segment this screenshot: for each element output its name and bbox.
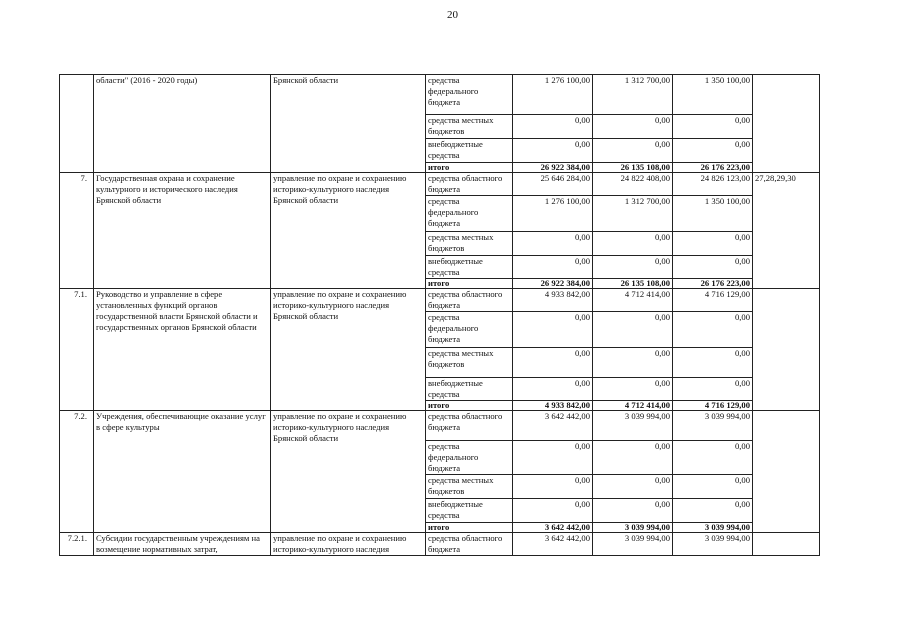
amount-2018: 0,00: [513, 232, 593, 256]
amount-2019: 0,00: [593, 475, 673, 499]
item-name: области" (2016 - 2020 годы): [94, 75, 271, 173]
amount-2019: 0,00: [593, 139, 673, 163]
item-name: Государственная охрана и сохранение культурного и исторического наследия Брянской области: [94, 173, 271, 289]
table-row: [60, 411, 820, 441]
item-name: Учреждения, обеспечивающие оказание услуг в сфере культуры: [94, 411, 271, 533]
amount-2018: 0,00: [513, 499, 593, 523]
funding-source: итого: [426, 163, 513, 173]
funding-source: внебюджетные средства: [426, 499, 513, 523]
page-number: 20: [447, 9, 458, 21]
amount-2019: 24 822 408,00: [593, 173, 673, 196]
amount-2019: 1 312 700,00: [593, 75, 673, 115]
amount-2019: 0,00: [593, 378, 673, 401]
amount-2020: 0,00: [673, 499, 753, 523]
table-row: [60, 533, 820, 556]
amount-2020: 4 716 129,00: [673, 289, 753, 312]
item-executor: управление по охране и сохранению историко-культурного наследия Брянской области: [271, 411, 426, 533]
table-row: [60, 173, 820, 196]
table-body: [60, 75, 820, 556]
funding-source: средства федерального бюджета: [426, 75, 513, 115]
amount-2020: 3 039 994,00: [673, 533, 753, 556]
amount-2018: 0,00: [513, 256, 593, 279]
amount-2020: 0,00: [673, 232, 753, 256]
amount-2018: 0,00: [513, 475, 593, 499]
item-name: Руководство и управление в сфере установленных функций органов государственной власти Брянской области и государственных органов Брянской области: [94, 289, 271, 411]
amount-2019: 3 039 994,00: [593, 523, 673, 533]
funding-source: средства областного бюджета: [426, 173, 513, 196]
indicator-refs: 27,28,29,30: [753, 173, 820, 289]
amount-2020: 26 176 223,00: [673, 279, 753, 289]
indicator-refs: [753, 75, 820, 173]
funding-source: средства областного бюджета: [426, 411, 513, 441]
amount-2019: 0,00: [593, 348, 673, 378]
amount-2019: 4 712 414,00: [593, 401, 673, 411]
amount-2019: 4 712 414,00: [593, 289, 673, 312]
funding-source: средства местных бюджетов: [426, 115, 513, 139]
amount-2018: 3 642 442,00: [513, 533, 593, 556]
amount-2019: 0,00: [593, 115, 673, 139]
amount-2018: 3 642 442,00: [513, 523, 593, 533]
amount-2019: 3 039 994,00: [593, 411, 673, 441]
funding-source: средства местных бюджетов: [426, 475, 513, 499]
budget-table: [59, 74, 820, 556]
amount-2019: 26 135 108,00: [593, 163, 673, 173]
amount-2018: 0,00: [513, 115, 593, 139]
item-executor: управление по охране и сохранению историко-культурного наследия: [271, 533, 426, 556]
amount-2018: 26 922 384,00: [513, 279, 593, 289]
amount-2019: 0,00: [593, 232, 673, 256]
funding-source: итого: [426, 401, 513, 411]
amount-2019: 0,00: [593, 499, 673, 523]
amount-2020: 0,00: [673, 348, 753, 378]
amount-2020: 0,00: [673, 312, 753, 348]
item-code: [60, 75, 94, 173]
funding-source: внебюджетные средства: [426, 139, 513, 163]
item-name: Субсидии государственным учреждениям на возмещение нормативных затрат,: [94, 533, 271, 556]
indicator-refs: [753, 289, 820, 411]
amount-2020: 24 826 123,00: [673, 173, 753, 196]
amount-2018: 0,00: [513, 441, 593, 475]
amount-2018: 25 646 284,00: [513, 173, 593, 196]
amount-2020: 26 176 223,00: [673, 163, 753, 173]
funding-source: средства областного бюджета: [426, 289, 513, 312]
item-executor: управление по охране и сохранению историко-культурного наследия Брянской области: [271, 289, 426, 411]
amount-2018: 4 933 842,00: [513, 289, 593, 312]
amount-2019: 0,00: [593, 312, 673, 348]
funding-source: средства местных бюджетов: [426, 348, 513, 378]
amount-2020: 1 350 100,00: [673, 75, 753, 115]
funding-source: внебюджетные средства: [426, 256, 513, 279]
amount-2019: 3 039 994,00: [593, 533, 673, 556]
amount-2019: 1 312 700,00: [593, 196, 673, 232]
funding-source: итого: [426, 523, 513, 533]
item-code: 7.1.: [60, 289, 94, 411]
funding-source: средства федерального бюджета: [426, 441, 513, 475]
amount-2020: 0,00: [673, 475, 753, 499]
amount-2018: 0,00: [513, 378, 593, 401]
amount-2020: 0,00: [673, 256, 753, 279]
indicator-refs: [753, 411, 820, 533]
amount-2018: 0,00: [513, 348, 593, 378]
funding-source: итого: [426, 279, 513, 289]
indicator-refs: [753, 533, 820, 556]
amount-2018: 3 642 442,00: [513, 411, 593, 441]
amount-2020: 1 350 100,00: [673, 196, 753, 232]
table-row: [60, 289, 820, 312]
funding-source: средства федерального бюджета: [426, 196, 513, 232]
table-row: [60, 75, 820, 115]
amount-2019: 26 135 108,00: [593, 279, 673, 289]
amount-2020: 0,00: [673, 441, 753, 475]
amount-2020: 4 716 129,00: [673, 401, 753, 411]
amount-2018: 0,00: [513, 312, 593, 348]
amount-2018: 0,00: [513, 139, 593, 163]
item-code: 7.: [60, 173, 94, 289]
amount-2018: 26 922 384,00: [513, 163, 593, 173]
item-code: 7.2.: [60, 411, 94, 533]
amount-2018: 1 276 100,00: [513, 75, 593, 115]
amount-2020: 0,00: [673, 139, 753, 163]
amount-2019: 0,00: [593, 256, 673, 279]
funding-source: внебюджетные средства: [426, 378, 513, 401]
amount-2020: 0,00: [673, 378, 753, 401]
funding-source: средства федерального бюджета: [426, 312, 513, 348]
item-executor: Брянской области: [271, 75, 426, 173]
funding-source: средства областного бюджета: [426, 533, 513, 556]
item-code: 7.2.1.: [60, 533, 94, 556]
item-executor: управление по охране и сохранению историко-культурного наследия Брянской области: [271, 173, 426, 289]
amount-2020: 3 039 994,00: [673, 523, 753, 533]
amount-2018: 4 933 842,00: [513, 401, 593, 411]
amount-2020: 3 039 994,00: [673, 411, 753, 441]
amount-2018: 1 276 100,00: [513, 196, 593, 232]
amount-2020: 0,00: [673, 115, 753, 139]
amount-2019: 0,00: [593, 441, 673, 475]
funding-source: средства местных бюджетов: [426, 232, 513, 256]
